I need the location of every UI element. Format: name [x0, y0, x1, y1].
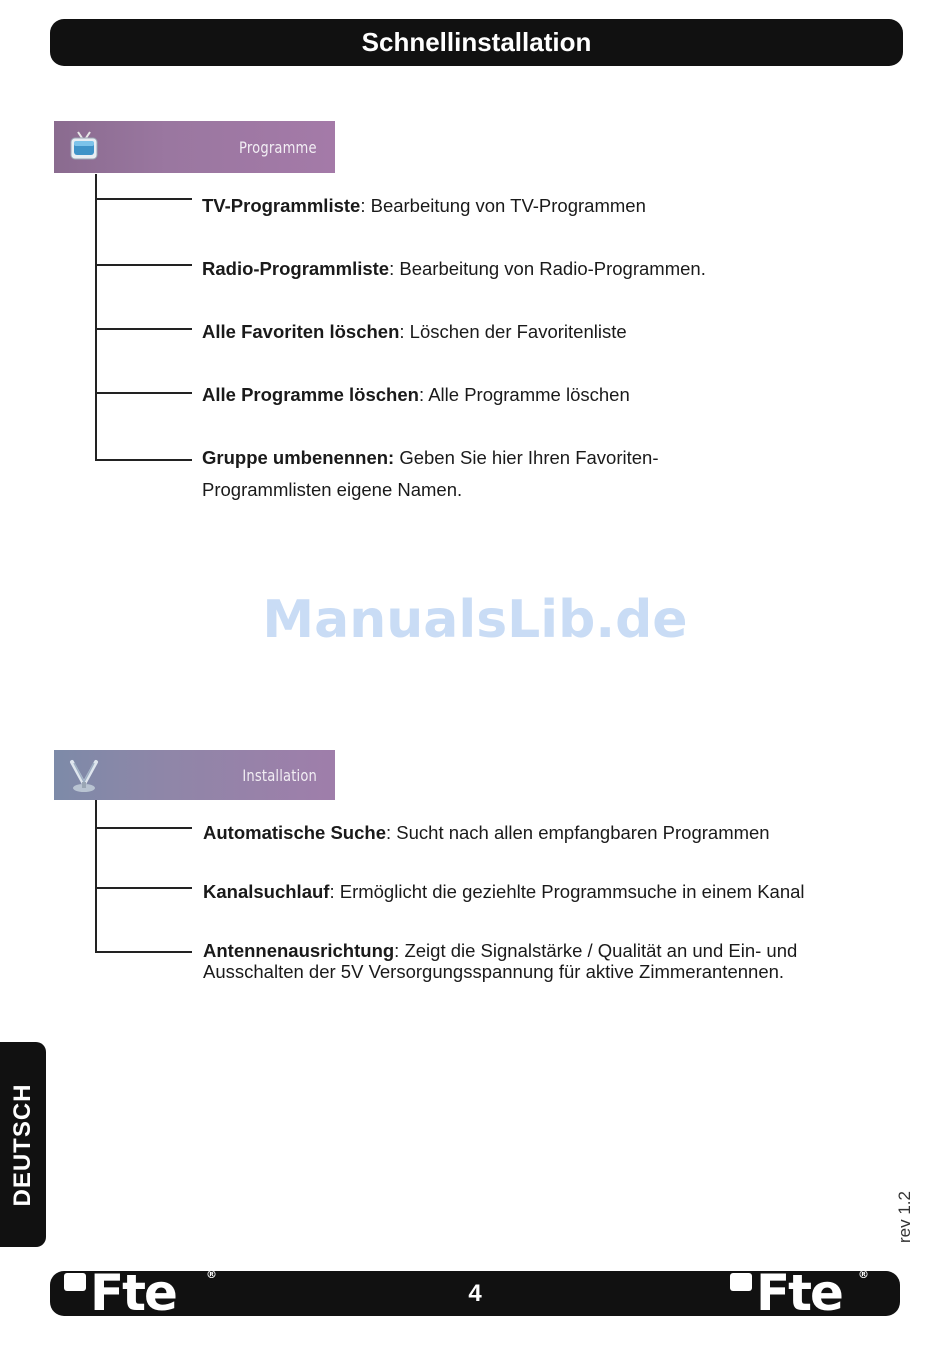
- logo-text: Fte: [90, 1264, 176, 1322]
- item-separator: :: [360, 195, 371, 216]
- list-item-alle-programme-loeschen: [202, 384, 630, 405]
- tree-branch: [95, 392, 192, 394]
- page-footer: [50, 1264, 900, 1322]
- list-item-alle-favoriten-loeschen: [202, 321, 627, 342]
- item-term: Antennenausrichtung: [203, 940, 395, 961]
- tree-branch: [95, 887, 192, 889]
- item-description: Ermöglicht die geziehlte Programmsuche in einem Kanal: [339, 881, 805, 902]
- language-label: DEUTSCH: [9, 1082, 36, 1207]
- item-separator: :: [329, 881, 340, 902]
- item-term: Gruppe umbenennen:: [202, 447, 395, 468]
- watermark: ManualsLib.de: [262, 590, 688, 650]
- item-description: Geben Sie hier Ihren Favoriten-: [399, 447, 659, 468]
- logo-square: [730, 1273, 752, 1291]
- tree-branch: [95, 951, 192, 953]
- programme-tree-line: [95, 174, 97, 461]
- item-separator: :: [394, 940, 405, 961]
- item-term: Radio-Programmliste: [202, 258, 390, 279]
- list-item-tv-programmliste: [202, 195, 646, 216]
- list-item-antennenausrichtung: [203, 940, 903, 982]
- list-item-kanalsuchlauf: [203, 881, 805, 902]
- tree-branch: [95, 264, 192, 266]
- list-item-radio-programmliste: [202, 258, 706, 279]
- item-description: Löschen der Favoritenliste: [409, 321, 627, 342]
- language-tab: [0, 1042, 46, 1247]
- tv-icon: [66, 129, 102, 165]
- installation-banner-label: Installation: [242, 765, 317, 785]
- item-description: Alle Programme löschen: [428, 384, 630, 405]
- page-header: [50, 19, 903, 66]
- item-separator: :: [399, 321, 410, 342]
- page-number: 4: [468, 1279, 482, 1307]
- registered-mark: ®: [858, 1268, 869, 1281]
- logo-text: Fte: [756, 1264, 842, 1322]
- list-item-gruppe-umbenennen: [202, 447, 902, 500]
- tree-branch: [95, 459, 192, 461]
- item-description: Zeigt die Signalstärke / Qualität an und Ein- und: [404, 940, 798, 961]
- item-term: TV-Programmliste: [202, 195, 361, 216]
- installation-menu-banner: [54, 750, 335, 800]
- item-separator: :: [418, 384, 429, 405]
- item-term: Automatische Suche: [203, 822, 386, 843]
- item-description: Sucht nach allen empfangbaren Programmen: [396, 822, 770, 843]
- page-title: Schnellinstallation: [361, 27, 592, 57]
- fte-logo-right: [730, 1264, 900, 1322]
- item-term: Alle Favoriten löschen: [202, 321, 400, 342]
- item-term: Alle Programme löschen: [202, 384, 419, 405]
- item-separator: :: [389, 258, 400, 279]
- item-description: Bearbeitung von TV-Programmen: [370, 195, 646, 216]
- item-separator: :: [386, 822, 397, 843]
- item-description-continued: Ausschalten der 5V Versorgungsspannung für aktive Zimmerantennen.: [203, 961, 785, 982]
- programme-menu-banner: [54, 121, 335, 173]
- tree-branch: [95, 328, 192, 330]
- item-term: Kanalsuchlauf: [203, 881, 330, 902]
- tree-branch: [95, 198, 192, 200]
- registered-mark: ®: [206, 1268, 217, 1281]
- programme-banner-label: Programme: [239, 137, 317, 157]
- revision-text: rev 1.2: [895, 1191, 914, 1243]
- satellite-dish-icon: [66, 758, 102, 794]
- revision-label: [893, 1185, 917, 1249]
- item-description: Bearbeitung von Radio-Programmen.: [399, 258, 706, 279]
- list-item-automatische-suche: [203, 822, 770, 843]
- tree-branch: [95, 827, 192, 829]
- installation-tree-line: [95, 800, 97, 953]
- item-description-continued: Programmlisten eigene Namen.: [202, 479, 463, 500]
